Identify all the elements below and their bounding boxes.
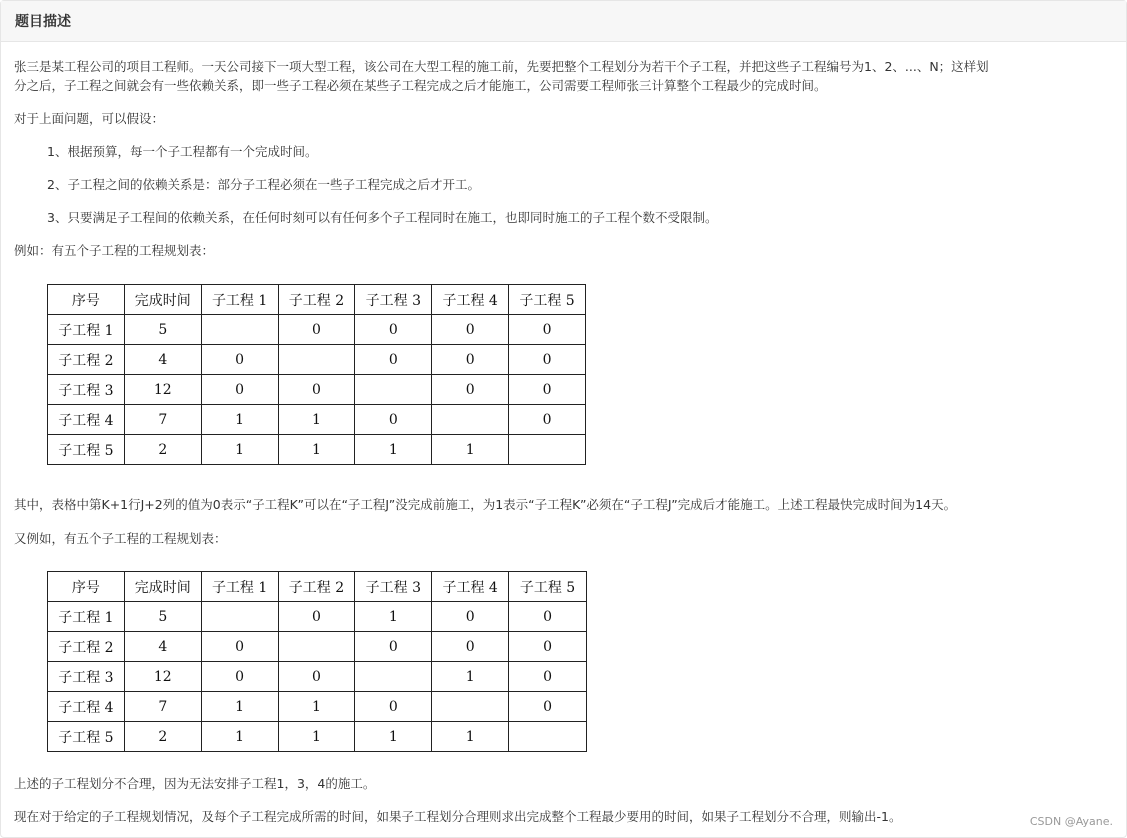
watermark: CSDN @Ayane.: [1029, 815, 1113, 828]
row-label-cell: 子工程 1: [48, 315, 125, 345]
table-row: [48, 405, 586, 435]
table-row: [48, 602, 587, 632]
row-label-cell: 子工程 5: [48, 722, 125, 752]
table-cell: [355, 375, 432, 405]
table-cell: 12: [124, 662, 201, 692]
table-explanation: 其中，表格中第K+1行J+2列的值为0表示“子工程K”可以在“子工程J”没完成前施工，为1表示“子工程K”必须在“子工程J”完成后才能施工。上述工程最快完成时间为14天。: [14, 497, 957, 512]
table-cell: 4: [124, 632, 201, 662]
row-label-cell: 子工程 3: [48, 662, 125, 692]
header-cell: 子工程 4: [432, 572, 509, 602]
table-cell: 0: [201, 345, 278, 375]
table-cell: 1: [355, 435, 432, 465]
header-cell: 子工程 3: [355, 572, 432, 602]
table-cell: [278, 345, 355, 375]
header-cell: 子工程 2: [278, 285, 355, 315]
table-cell: [432, 692, 509, 722]
table-cell: 0: [278, 375, 355, 405]
header-cell: 子工程 5: [509, 572, 587, 602]
table-cell: 0: [432, 632, 509, 662]
table-cell: 12: [124, 375, 201, 405]
schedule-table-2: [47, 571, 587, 752]
header-cell: 子工程 2: [278, 572, 355, 602]
row-label-cell: 子工程 1: [48, 602, 125, 632]
intro-line-2: 分之后，子工程之间就会有一些依赖关系，即一些子工程必须在某些子工程完成之后才能施工，公司需要工程师张三计算整个工程最少的完成时间。: [14, 78, 827, 93]
table-cell: 0: [432, 315, 509, 345]
table-cell: 0: [278, 662, 355, 692]
table-cell: 5: [124, 315, 201, 345]
header-cell: 子工程 3: [355, 285, 432, 315]
table-cell: 1: [201, 722, 278, 752]
row-label-cell: 子工程 2: [48, 632, 125, 662]
table-cell: 0: [278, 602, 355, 632]
table-row: [48, 315, 586, 345]
table-cell: 0: [509, 345, 586, 375]
table-cell: [278, 632, 355, 662]
table-cell: 0: [201, 375, 278, 405]
header-cell: 子工程 4: [432, 285, 509, 315]
table-cell: 1: [278, 405, 355, 435]
table-cell: 0: [201, 632, 278, 662]
table-cell: [432, 405, 509, 435]
table-cell: 0: [509, 692, 587, 722]
panel-header: [1, 1, 1126, 42]
table-cell: 0: [278, 315, 355, 345]
table-cell: [201, 315, 278, 345]
table-cell: 1: [201, 435, 278, 465]
assumption-intro: 对于上面问题，可以假设：: [14, 111, 165, 126]
task-statement: 现在对于给定的子工程规划情况，及每个子工程完成所需的时间，如果子工程划分合理则求出完成整个工程最少要用的时间，如果子工程划分不合理，则输出-1。: [14, 809, 902, 824]
table-cell: [509, 722, 587, 752]
table-header-row: [48, 285, 586, 315]
table-cell: 0: [201, 662, 278, 692]
table-row: [48, 375, 586, 405]
table-row: [48, 692, 587, 722]
table-row: [48, 662, 587, 692]
table-cell: 4: [124, 345, 201, 375]
table-cell: 5: [124, 602, 201, 632]
table-cell: 1: [201, 692, 278, 722]
table-cell: 1: [278, 722, 355, 752]
table-cell: 1: [278, 435, 355, 465]
assumption-1: 1、根据预算，每一个子工程都有一个完成时间。: [47, 144, 318, 159]
table-cell: 2: [124, 435, 201, 465]
table-cell: 2: [124, 722, 201, 752]
table-cell: [509, 435, 586, 465]
table-cell: [355, 662, 432, 692]
table-cell: 0: [432, 375, 509, 405]
table-cell: 1: [355, 602, 432, 632]
table-cell: 1: [278, 692, 355, 722]
table-cell: 0: [355, 405, 432, 435]
table-cell: 0: [432, 345, 509, 375]
table-cell: 0: [432, 602, 509, 632]
table-row: [48, 722, 587, 752]
header-cell: 子工程 1: [201, 285, 278, 315]
panel-title: 题目描述: [15, 14, 71, 30]
table-cell: 7: [124, 405, 201, 435]
table-cell: 0: [509, 375, 586, 405]
table-cell: 1: [201, 405, 278, 435]
table-row: [48, 632, 587, 662]
table-cell: 0: [509, 405, 586, 435]
unreasonable-note: 上述的子工程划分不合理，因为无法安排子工程1，3，4的施工。: [14, 776, 376, 791]
table-cell: 0: [509, 632, 587, 662]
table-cell: 0: [355, 692, 432, 722]
header-cell: 子工程 5: [509, 285, 586, 315]
table-cell: 1: [432, 662, 509, 692]
header-cell: 完成时间: [124, 285, 201, 315]
header-cell: 子工程 1: [201, 572, 278, 602]
table-cell: 1: [355, 722, 432, 752]
assumption-3: 3、只要满足子工程间的依赖关系，在任何时刻可以有任何多个子工程同时在施工，也即同时施工的子工程个数不受限制。: [47, 210, 718, 225]
table-row: [48, 345, 586, 375]
example-2-intro: 又例如，有五个子工程的工程规划表：: [14, 531, 227, 546]
intro-line-1: 张三是某工程公司的项目工程师。一天公司接下一项大型工程，该公司在大型工程的施工前，先要把整个工程划分为若干个子工程，并把这些子工程编号为1、2、...、N；这样划: [14, 59, 989, 74]
table-cell: 1: [432, 435, 509, 465]
table-cell: 0: [355, 632, 432, 662]
table-cell: 1: [432, 722, 509, 752]
table-cell: 7: [124, 692, 201, 722]
example-1-intro: 例如：有五个子工程的工程规划表：: [14, 243, 215, 258]
header-cell: 序号: [48, 285, 125, 315]
header-cell: 完成时间: [124, 572, 201, 602]
table-cell: [201, 602, 278, 632]
assumption-2: 2、子工程之间的依赖关系是：部分子工程必须在一些子工程完成之后才开工。: [47, 177, 480, 192]
table-cell: 0: [509, 602, 587, 632]
row-label-cell: 子工程 2: [48, 345, 125, 375]
table-cell: 0: [509, 315, 586, 345]
table-cell: 0: [509, 662, 587, 692]
header-cell: 序号: [48, 572, 125, 602]
table-cell: 0: [355, 315, 432, 345]
table-cell: 0: [355, 345, 432, 375]
row-label-cell: 子工程 3: [48, 375, 125, 405]
row-label-cell: 子工程 4: [48, 405, 125, 435]
table-row: [48, 435, 586, 465]
table-header-row: [48, 572, 587, 602]
row-label-cell: 子工程 4: [48, 692, 125, 722]
row-label-cell: 子工程 5: [48, 435, 125, 465]
schedule-table-1: [47, 284, 586, 465]
